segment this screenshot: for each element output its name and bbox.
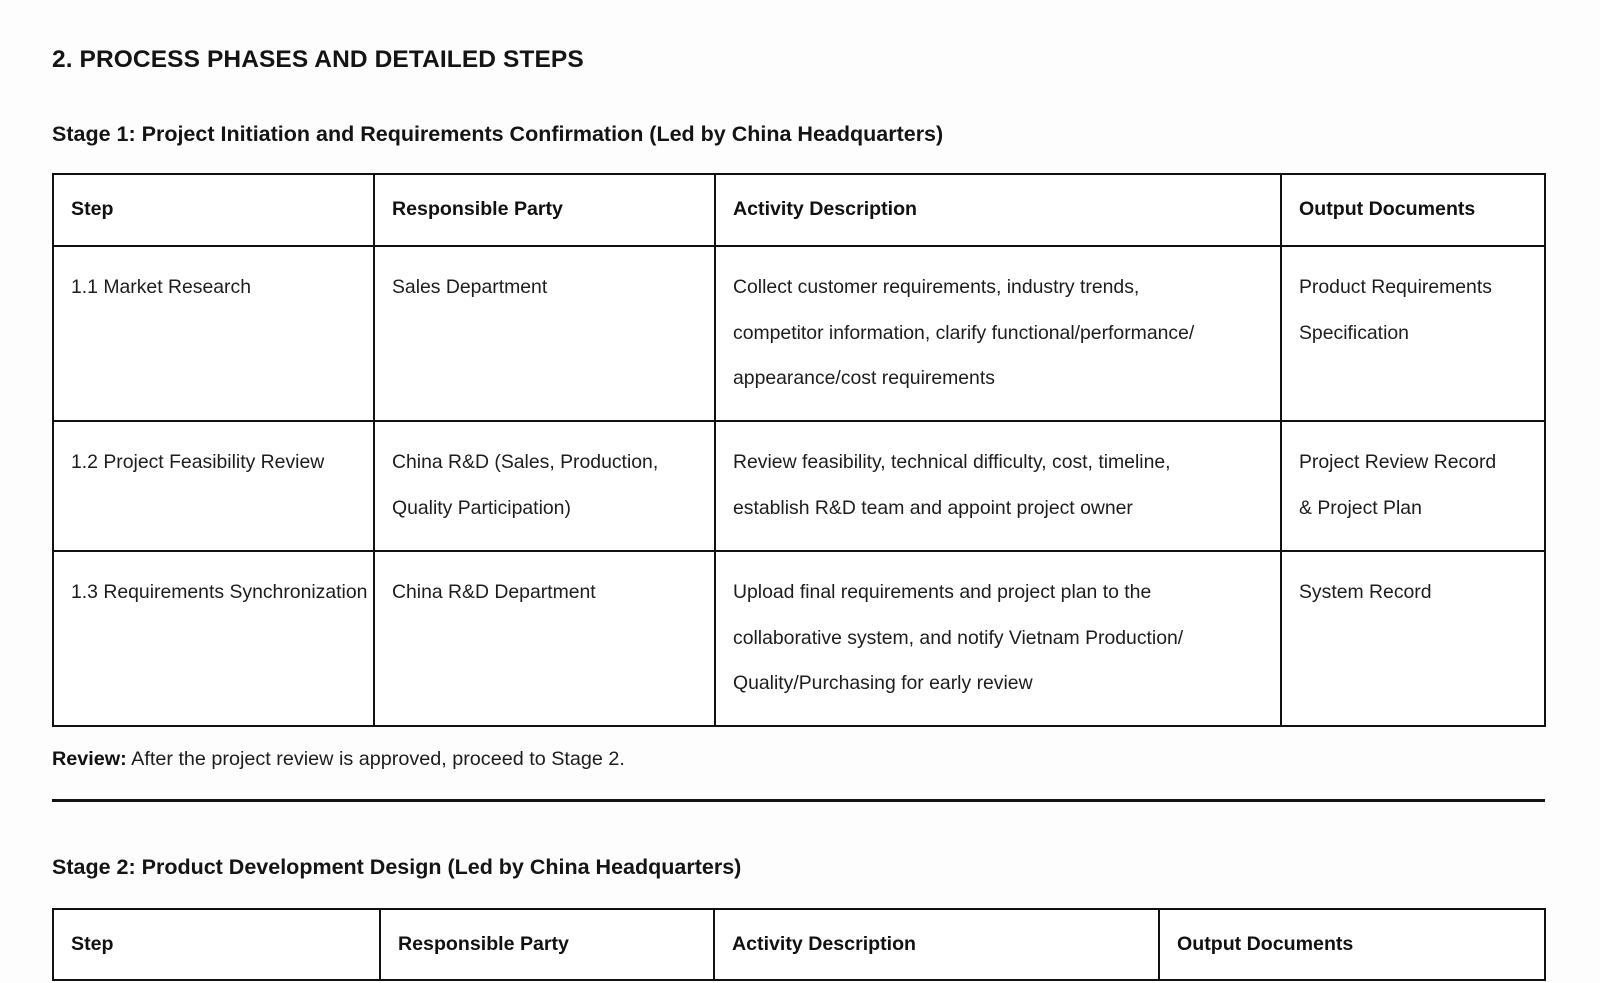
cell-line: Review feasibility, technical difficulty, cost, timeline,	[733, 451, 1171, 474]
table-header-row	[53, 174, 1545, 246]
cell-line: China R&D (Sales, Production,	[392, 451, 659, 474]
cell-output-documents	[1281, 551, 1545, 726]
table-row	[53, 551, 1545, 726]
column-header-activity-description: Activity Description	[715, 174, 1281, 246]
column-header-output-documents: Output Documents	[1159, 909, 1545, 981]
cell-activity-description	[715, 551, 1281, 726]
cell-line: competitor information, clarify functional/performance/	[733, 321, 1195, 344]
stage-1-heading: Stage 1: Project Initiation and Requirements Confirmation (Led by China Headquarters)	[52, 122, 944, 147]
cell-line: establish R&D team and appoint project owner	[733, 496, 1133, 519]
cell-line: Collect customer requirements, industry trends,	[733, 275, 1140, 298]
cell-output-documents	[1281, 421, 1545, 551]
cell-line: 1.1 Market Research	[71, 275, 251, 298]
cell-line: China R&D Department	[392, 580, 596, 603]
cell-responsible-party	[374, 421, 715, 551]
cell-line: collaborative system, and notify Vietnam Production/	[733, 626, 1184, 649]
table-row	[53, 421, 1545, 551]
cell-step	[53, 551, 374, 726]
cell-step	[53, 421, 374, 551]
column-header-responsible-party: Responsible Party	[380, 909, 714, 981]
cell-line: 1.2 Project Feasibility Review	[71, 451, 325, 474]
stage-1-table	[52, 173, 1546, 727]
page-title: 2. PROCESS PHASES AND DETAILED STEPS	[52, 46, 584, 73]
column-header-step: Step	[53, 174, 374, 246]
column-header-activity-description: Activity Description	[714, 909, 1159, 981]
stage-2-table	[52, 908, 1546, 982]
review-note	[52, 727, 1548, 773]
cell-line: System Record	[1299, 580, 1432, 603]
table-header-row	[53, 909, 1545, 981]
table-row	[53, 246, 1545, 421]
cell-line: Specification	[1299, 321, 1409, 344]
cell-line: & Project Plan	[1299, 496, 1422, 519]
cell-responsible-party	[374, 246, 715, 421]
cell-line: Project Review Record	[1299, 451, 1497, 474]
cell-line: Quality Participation)	[392, 496, 571, 519]
cell-output-documents	[1281, 246, 1545, 421]
cell-activity-description	[715, 421, 1281, 551]
column-header-responsible-party: Responsible Party	[374, 174, 715, 246]
review-note-text: After the project review is approved, proceed to Stage 2.	[126, 748, 625, 771]
cell-line: Quality/Purchasing for early review	[733, 672, 1033, 695]
cell-responsible-party	[374, 551, 715, 726]
cell-line: Product Requirements	[1299, 275, 1492, 298]
cell-step	[53, 246, 374, 421]
cell-line: Sales Department	[392, 275, 548, 298]
column-header-step: Step	[53, 909, 380, 981]
cell-line: appearance/cost requirements	[733, 367, 995, 390]
column-header-output-documents: Output Documents	[1281, 174, 1545, 246]
cell-line: 1.3 Requirements Synchronization	[71, 580, 368, 603]
review-note-lead: Review:	[52, 748, 127, 771]
cell-line: Upload final requirements and project plan to the	[733, 580, 1152, 603]
cell-activity-description	[715, 246, 1281, 421]
stage-2-heading: Stage 2: Product Development Design (Led by China Headquarters)	[52, 854, 742, 879]
